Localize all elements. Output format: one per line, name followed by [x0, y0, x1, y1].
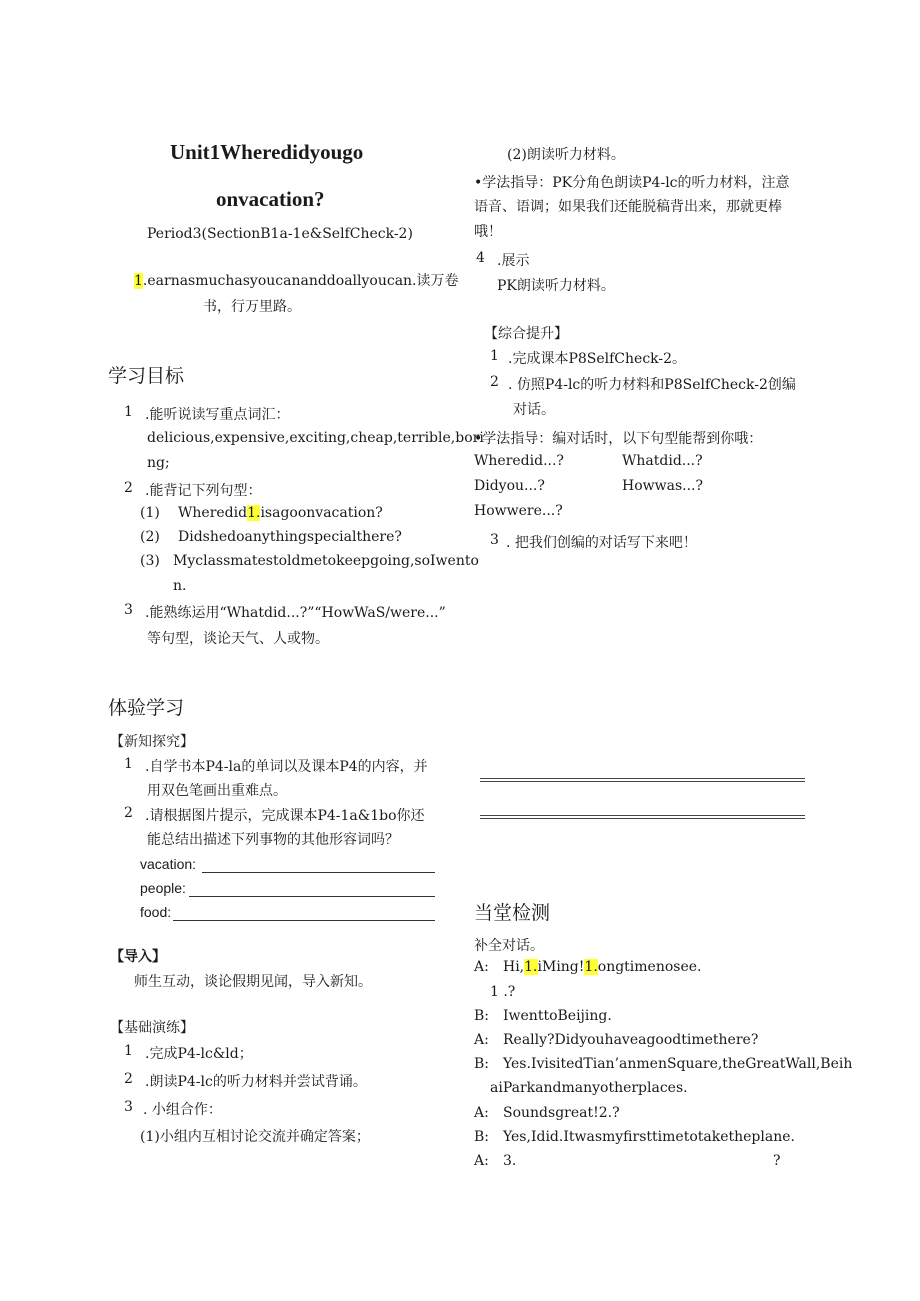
field-label-vacation: vacation: — [140, 856, 197, 872]
new-item-2-num: 2 — [124, 805, 133, 821]
pattern-wheredid: Wheredid...? — [474, 453, 564, 469]
dialog-speaker: A: — [474, 959, 489, 975]
writing-line-2[interactable] — [480, 815, 805, 819]
highlight: 1. — [524, 959, 538, 975]
pattern-whatdid: Whatdid...? — [622, 453, 703, 469]
sentence-2: Didshedoanythingspecialthere? — [178, 529, 402, 545]
tip-1-line-1: •学法指导：PK分角色朗读P4-lc的听力材料，注意 — [474, 175, 790, 191]
dialog-line-8: 3. — [503, 1153, 517, 1169]
comp-item-1: .完成课本P8SelfCheck-2。 — [508, 351, 687, 367]
right-item-3-num: 3 — [490, 532, 499, 548]
new-item-1-cont: 用双色笔画出重难点。 — [147, 783, 287, 799]
new-item-1-num: 1 — [124, 756, 133, 772]
dialog-speaker: B: — [474, 1008, 490, 1024]
new-item-2-cont: 能总结出描述下列事物的其他形容词吗？ — [147, 832, 399, 848]
basic-item-3-num: 3 — [124, 1099, 133, 1115]
right-sub-item-2: (2)朗读听力材料。 — [507, 147, 625, 163]
vocab-words-2: ng; — [147, 455, 170, 471]
motto-line-1: 1.earnasmuchasyoucananddoallyoucan.读万卷 — [134, 273, 459, 289]
label-intro: 【导入】 — [110, 949, 166, 965]
label-new-knowledge: 【新知探究】 — [110, 734, 194, 750]
show-label: .展示 — [497, 253, 530, 269]
goal-item-1: .能听说读写重点词汇： — [145, 407, 290, 423]
label-comprehensive: 【综合提升】 — [484, 326, 568, 342]
basic-item-2: .朗读P4-lc的听力材料并尝试背诵。 — [145, 1074, 367, 1090]
pattern-howwere: Howwere...? — [474, 503, 563, 519]
dialog-line-7: Yes,Idid.Itwasmyfirsttimetotaketheplane. — [503, 1129, 795, 1145]
dialog-speaker: A: — [474, 1032, 489, 1048]
tip-2: •学法指导：编对话时，以下句型能帮到你哦： — [474, 431, 763, 447]
dialog-line-4: Really?Didyouhaveagoodtimethere? — [503, 1032, 759, 1048]
dialog-line-2: 1 .? — [490, 984, 516, 1000]
basic-sub-item-1: (1)小组内互相讨论交流并确定答案； — [140, 1129, 370, 1145]
title-line-2: onvacation? — [216, 187, 325, 211]
title-line-1: Unit1Wheredidyougo — [170, 140, 364, 164]
check-instruction: 补全对话。 — [474, 938, 544, 954]
goal-item-3: .能熟练运用“Whatdid...?”“HowWaS/were...” — [145, 605, 446, 621]
sentence-1-num: (1) — [140, 505, 160, 521]
dialog-speaker: B: — [474, 1129, 490, 1145]
right-item-3: . 把我们创编的对话写下来吧！ — [506, 535, 697, 551]
intro-text: 师生互动，谈论假期见闻，导入新知。 — [134, 974, 372, 990]
goal-item-3-cont: 等句型，谈论天气、人或物。 — [147, 631, 329, 647]
vacation-blank[interactable] — [202, 872, 435, 873]
pattern-howwas: Howwas...? — [622, 478, 703, 494]
section-heading-goals: 学习目标 — [108, 365, 185, 387]
field-label-people: people: — [140, 880, 186, 896]
basic-item-1-num: 1 — [124, 1043, 133, 1059]
goal-item-2: .能背记下列句型： — [145, 483, 262, 499]
dialog-line-6: Soundsgreat!2.? — [503, 1105, 620, 1121]
comp-item-2-num: 2 — [490, 374, 499, 390]
label-basic-practice: 【基础演练】 — [110, 1020, 194, 1036]
basic-item-1: .完成P4-lc&ld； — [145, 1046, 253, 1062]
vocab-words-1: delicious,expensive,exciting,cheap,terrible,bori — [147, 430, 484, 446]
goal-item-1-num: 1 — [124, 404, 133, 420]
goal-item-3-num: 3 — [124, 602, 133, 618]
period-label: Period3(SectionB1a-1e&SelfCheck-2) — [147, 226, 413, 242]
show-num: 4 — [476, 250, 485, 266]
highlight: 1 — [134, 273, 143, 289]
dialog-line-8-end: ? — [773, 1153, 781, 1169]
basic-item-3: . 小组合作： — [143, 1102, 222, 1118]
comp-item-2-cont: 对话。 — [513, 402, 555, 418]
dialog-line-1: Hi,1.iMing!1.ongtimenosee. — [503, 959, 702, 975]
dialog-speaker: A: — [474, 1105, 489, 1121]
highlight: 1. — [247, 505, 261, 521]
motto-line-2: 书，行万里路。 — [203, 299, 301, 315]
tip-1-line-3: 哦！ — [474, 224, 502, 240]
comp-item-1-num: 1 — [490, 348, 499, 364]
pattern-didyou: Didyou...? — [474, 478, 545, 494]
writing-line-1[interactable] — [480, 778, 805, 782]
sentence-3-num: (3) — [140, 553, 160, 569]
tip-1-line-2: 语音、语调；如果我们还能脱稿背出来，那就更棒 — [474, 199, 782, 215]
new-item-2: .请根据图片提示，完成课本P4-1a&1bo你还 — [145, 808, 425, 824]
section-heading-check: 当堂检测 — [474, 902, 551, 924]
dialog-line-3: IwenttoBeijing. — [503, 1008, 612, 1024]
people-blank[interactable] — [189, 896, 435, 897]
dialog-line-5-cont: aiParkandmanyotherplaces. — [490, 1080, 688, 1096]
goal-item-2-num: 2 — [124, 480, 133, 496]
new-item-1: .自学书本P4-la的单词以及课本P4的内容，并 — [145, 759, 428, 775]
dialog-speaker: B: — [474, 1056, 490, 1072]
field-label-food: food: — [140, 904, 172, 920]
comp-item-2: . 仿照P4-lc的听力材料和P8SelfCheck-2创编 — [508, 377, 796, 393]
sentence-3-cont: n. — [173, 578, 187, 594]
sentence-2-num: (2) — [140, 529, 160, 545]
food-blank[interactable] — [173, 920, 435, 921]
basic-item-2-num: 2 — [124, 1071, 133, 1087]
show-text: PK朗读听力材料。 — [497, 278, 615, 294]
highlight: 1. — [584, 959, 598, 975]
dialog-line-5: Yes.IvisitedTian’anmenSquare,theGreatWall,Beih — [503, 1056, 853, 1072]
sentence-1: Wheredid1.isagoonvacation? — [178, 505, 383, 521]
section-heading-experience: 体验学习 — [108, 697, 185, 719]
sentence-3: Myclassmatestoldmetokeepgoing,soIwento — [173, 553, 479, 569]
dialog-speaker: A: — [474, 1153, 489, 1169]
